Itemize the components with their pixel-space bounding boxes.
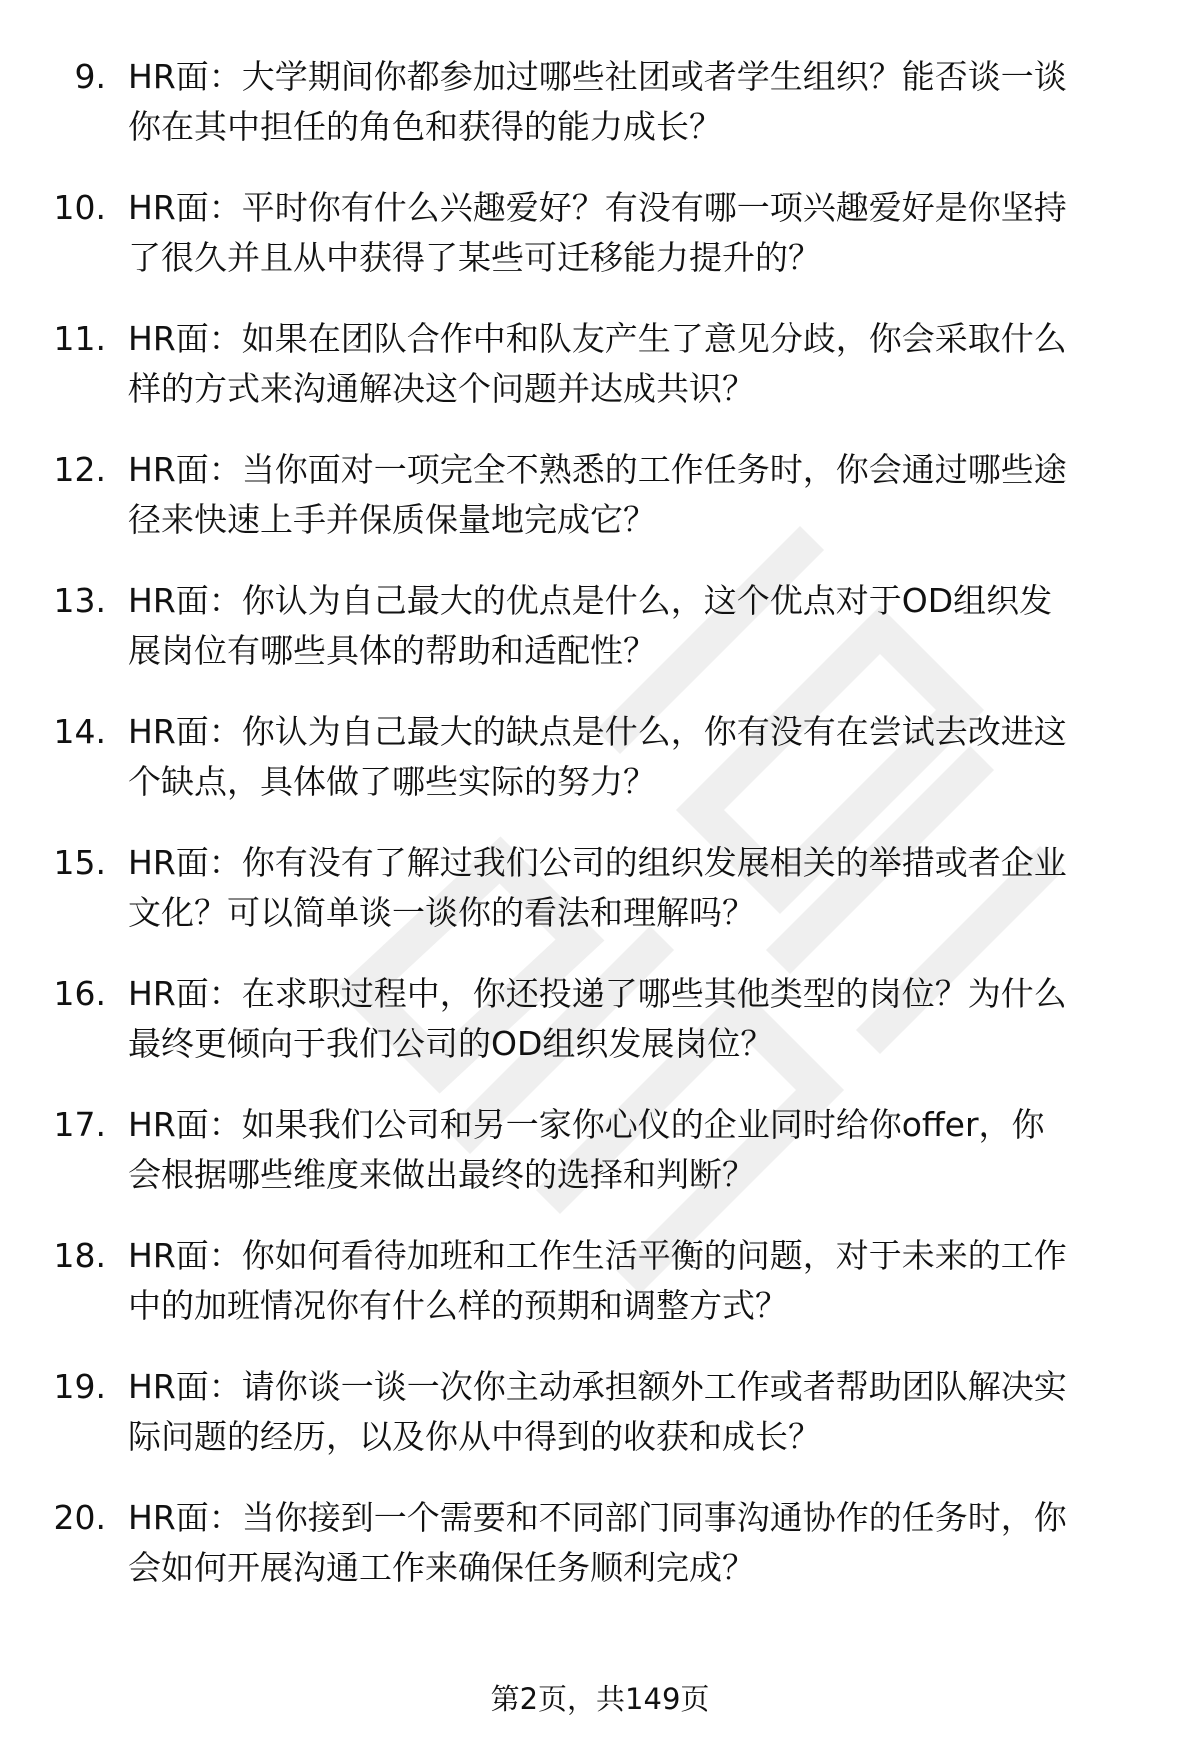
question-item <box>0 838 1200 969</box>
question-line: HR面：你有没有了解过我们公司的组织发展相关的举措或者企业 <box>128 843 1067 882</box>
question-number: 20. <box>53 1498 106 1537</box>
question-text <box>128 52 1158 152</box>
question-item <box>0 1362 1200 1493</box>
question-text <box>128 1493 1158 1593</box>
question-text <box>128 838 1158 938</box>
question-line: 文化？可以简单谈一谈你的看法和理解吗？ <box>128 893 755 932</box>
question-item <box>0 445 1200 576</box>
question-number: 9. <box>74 57 106 96</box>
question-line: HR面：你认为自己最大的缺点是什么，你有没有在尝试去改进这 <box>128 712 1067 751</box>
question-text <box>128 183 1158 283</box>
question-text <box>128 314 1158 414</box>
question-number: 11. <box>53 319 106 358</box>
question-number: 16. <box>53 974 106 1013</box>
question-number: 12. <box>53 450 106 489</box>
question-item <box>0 707 1200 838</box>
question-text <box>128 445 1158 545</box>
question-number: 19. <box>53 1367 106 1406</box>
question-number: 13. <box>53 581 106 620</box>
question-line: HR面：你认为自己最大的优点是什么，这个优点对于OD组织发 <box>128 581 1053 620</box>
question-line: 会根据哪些维度来做出最终的选择和判断？ <box>128 1155 755 1194</box>
question-line: 最终更倾向于我们公司的OD组织发展岗位？ <box>128 1024 774 1063</box>
question-text <box>128 576 1158 676</box>
question-line: 了很久并且从中获得了某些可迁移能力提升的？ <box>128 238 821 277</box>
question-line: 个缺点，具体做了哪些实际的努力？ <box>128 762 656 801</box>
question-item <box>0 1231 1200 1362</box>
question-line: 会如何开展沟通工作来确保任务顺利完成？ <box>128 1548 755 1587</box>
question-number: 15. <box>53 843 106 882</box>
question-item <box>0 969 1200 1100</box>
question-line: 样的方式来沟通解决这个问题并达成共识？ <box>128 369 755 408</box>
question-item <box>0 314 1200 445</box>
question-line: HR面：请你谈一谈一次你主动承担额外工作或者帮助团队解决实 <box>128 1367 1067 1406</box>
question-line: HR面：如果我们公司和另一家你心仪的企业同时给你offer，你 <box>128 1105 1045 1144</box>
question-text <box>128 1362 1158 1462</box>
question-text <box>128 969 1158 1069</box>
question-text <box>128 1231 1158 1331</box>
question-line: HR面：大学期间你都参加过哪些社团或者学生组织？能否谈一谈 <box>128 57 1067 96</box>
page-footer: 第2页，共149页 <box>490 1682 710 1716</box>
question-line: 径来快速上手并保质保量地完成它？ <box>128 500 656 539</box>
question-line: HR面：当你接到一个需要和不同部门同事沟通协作的任务时，你 <box>128 1498 1067 1537</box>
question-line: 展岗位有哪些具体的帮助和适配性？ <box>128 631 656 670</box>
question-number: 18. <box>53 1236 106 1275</box>
question-list <box>0 52 1200 1624</box>
question-line: HR面：平时你有什么兴趣爱好？有没有哪一项兴趣爱好是你坚持 <box>128 188 1067 227</box>
question-item <box>0 1493 1200 1624</box>
question-text <box>128 707 1158 807</box>
question-number: 14. <box>53 712 106 751</box>
question-item <box>0 52 1200 183</box>
question-number: 10. <box>53 188 106 227</box>
question-item <box>0 183 1200 314</box>
question-number: 17. <box>53 1105 106 1144</box>
question-line: 中的加班情况你有什么样的预期和调整方式？ <box>128 1286 788 1325</box>
question-line: 际问题的经历，以及你从中得到的收获和成长？ <box>128 1417 821 1456</box>
question-text <box>128 1100 1158 1200</box>
question-line: HR面：你如何看待加班和工作生活平衡的问题，对于未来的工作 <box>128 1236 1067 1275</box>
question-item <box>0 576 1200 707</box>
question-line: HR面：当你面对一项完全不熟悉的工作任务时，你会通过哪些途 <box>128 450 1067 489</box>
question-line: HR面：在求职过程中，你还投递了哪些其他类型的岗位？为什么 <box>128 974 1067 1013</box>
question-item <box>0 1100 1200 1231</box>
question-line: 你在其中担任的角色和获得的能力成长？ <box>128 107 722 146</box>
question-line: HR面：如果在团队合作中和队友产生了意见分歧，你会采取什么 <box>128 319 1067 358</box>
